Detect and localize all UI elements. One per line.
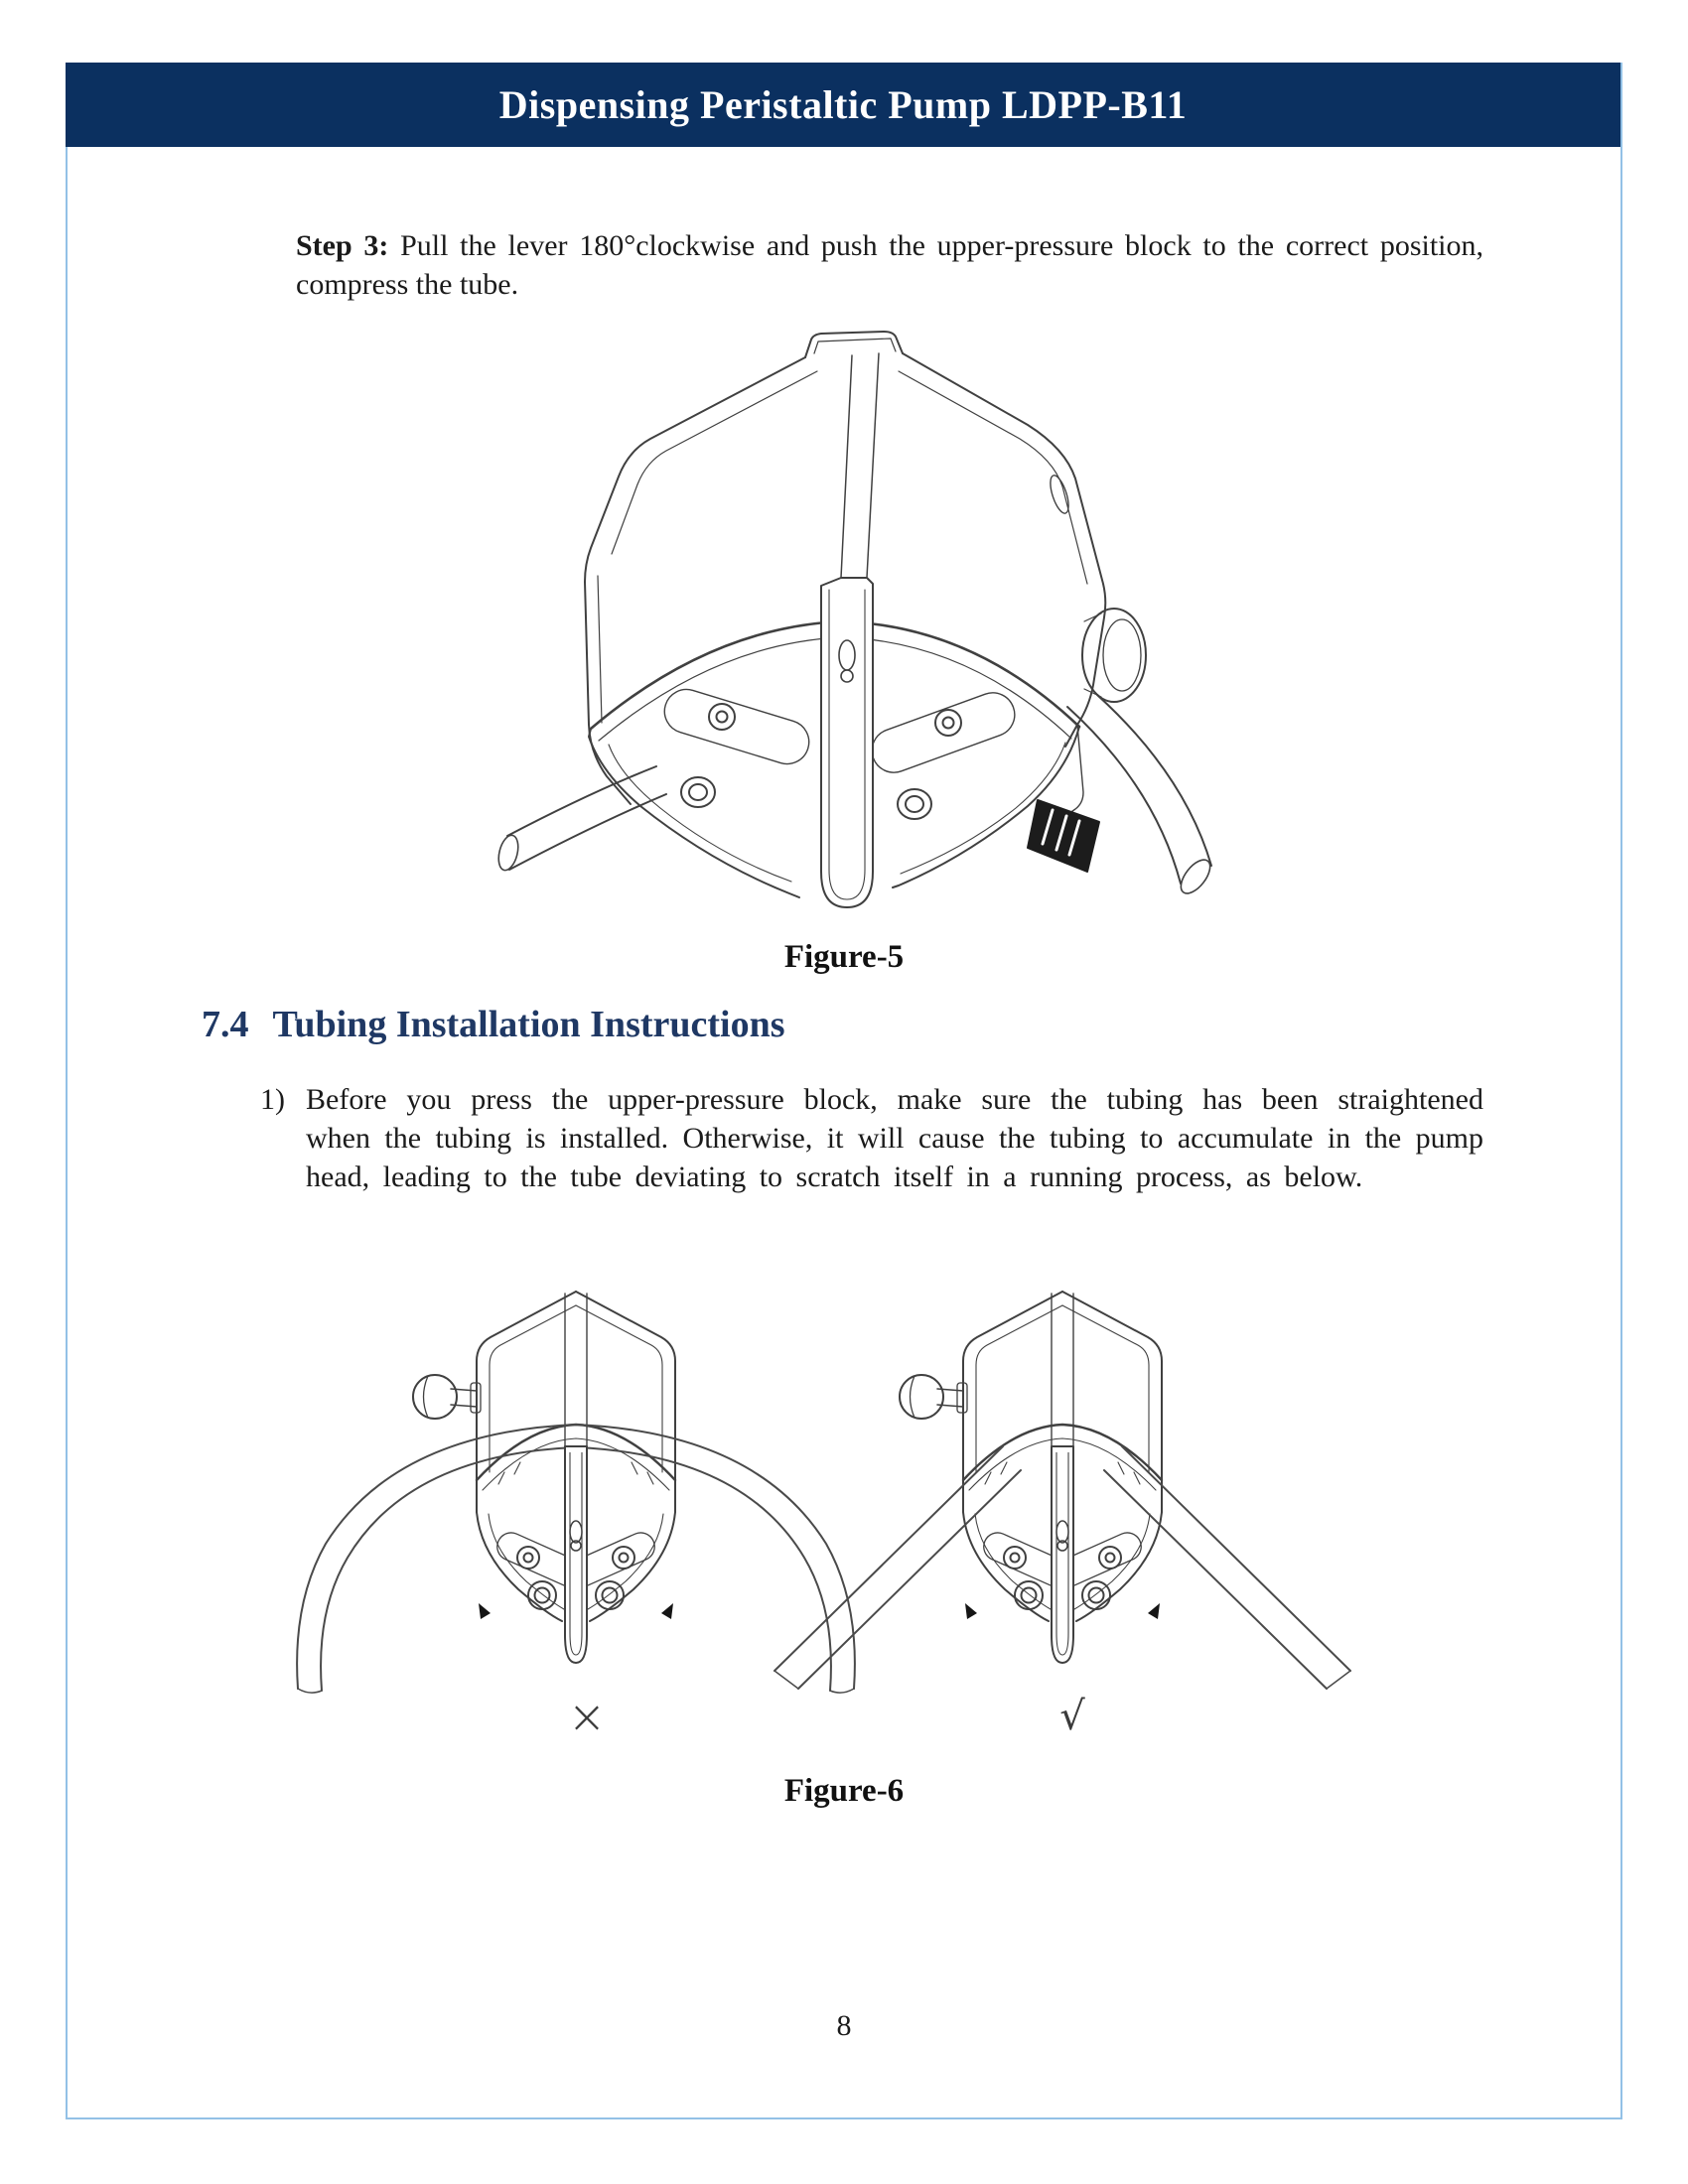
figure6-correct-drawing (755, 1271, 1370, 1698)
step3-text: Pull the lever 180°clockwise and push the upper-pressure block to the correct position, compress the tube. (296, 229, 1483, 301)
section-heading (202, 1003, 785, 1046)
figure5-drawing (472, 328, 1216, 923)
section-title: Tubing Installation Instructions (272, 1004, 785, 1045)
page-number: 8 (836, 2009, 852, 2042)
figure5-caption: Figure-5 (783, 939, 905, 975)
list-item-1 (260, 1080, 1483, 1196)
wrong-mark: × (567, 1690, 607, 1743)
list-item-number: 1) (260, 1083, 285, 1116)
step3-paragraph (296, 226, 1483, 304)
figure6-caption: Figure-6 (783, 1773, 905, 1809)
correct-mark: √ (1059, 1694, 1085, 1739)
pump-lever (1052, 1446, 1073, 1663)
pump-front-body (900, 1292, 1162, 1621)
list-item-text: Before you press the upper-pressure block, make sure the tubing has been straightened when the tubing is installed. Otherwise, it will cause the tubing to accumulate in the pump head, leading to the tube deviating to scratch itself in a running process, as below. (306, 1083, 1483, 1193)
pump-top-tab (805, 332, 903, 357)
pump-front-body (413, 1292, 675, 1621)
pump-lever (565, 1446, 587, 1663)
section-number: 7.4 (202, 1004, 249, 1045)
step3-label: Step 3: (296, 229, 389, 262)
header-bar (66, 63, 1620, 147)
page-title: Dispensing Peristaltic Pump LDPP-B11 (498, 82, 1188, 127)
